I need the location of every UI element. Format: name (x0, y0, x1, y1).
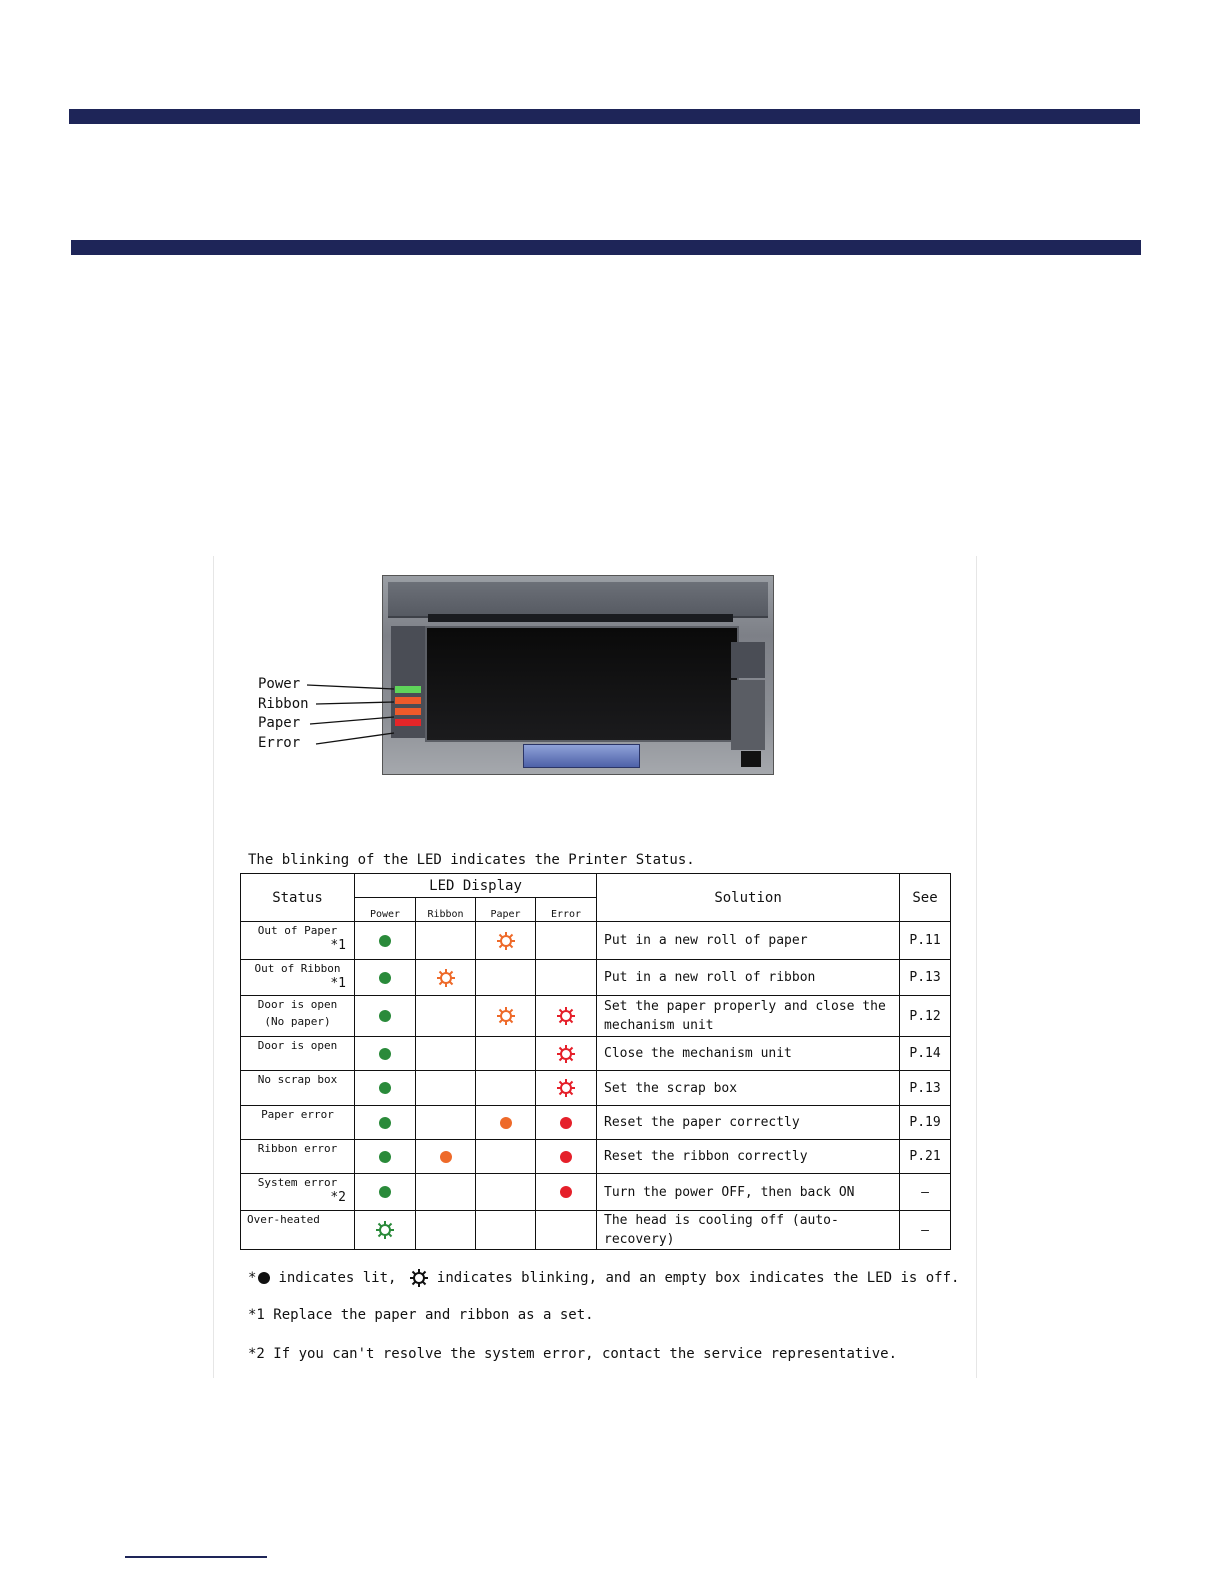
status-label: Door is open (257, 1039, 338, 1052)
status-note: *2 (330, 1190, 346, 1205)
paper-led-cell (476, 1037, 536, 1071)
status-label: Out of Paper (257, 924, 338, 937)
table-row (241, 1211, 951, 1250)
see-cell: P.13 (900, 1071, 951, 1106)
error-lit-indicator (560, 1117, 572, 1129)
see-cell: P.19 (900, 1106, 951, 1140)
ribbon-led-cell (416, 1211, 476, 1250)
section-bar (71, 240, 1141, 255)
status-cell (241, 922, 355, 960)
paper-led-cell (476, 960, 536, 996)
table-row (241, 1037, 951, 1071)
ribbon-led-cell (416, 1037, 476, 1071)
power-lit-indicator (379, 972, 391, 984)
table-body (241, 922, 951, 1250)
solution-cell: Put in a new roll of paper (597, 922, 900, 960)
solution-cell: Close the mechanism unit (597, 1037, 900, 1071)
status-cell (241, 1211, 355, 1250)
legend-rest: indicates blinking, and an empty box indicates the LED is off. (436, 1270, 960, 1286)
power-led-cell (355, 1174, 416, 1211)
paper-led-cell (476, 922, 536, 960)
status-cell (241, 1174, 355, 1211)
ribbon-led-cell (416, 1140, 476, 1174)
power-lit-indicator (379, 1151, 391, 1163)
ribbon-led-cell (416, 960, 476, 996)
header-ribbon: Ribbon (416, 898, 476, 922)
paper-blink-icon (496, 931, 516, 951)
error-blink-icon (556, 1078, 576, 1098)
header-solution: Solution (597, 874, 900, 922)
status-label: No scrap box (257, 1073, 338, 1086)
paper-led-cell (476, 1071, 536, 1106)
error-led-cell (536, 1174, 597, 1211)
ribbon-blink-icon (436, 968, 456, 988)
callout-paper: Paper (258, 715, 301, 731)
power-led-cell (355, 1211, 416, 1250)
see-cell: P.11 (900, 922, 951, 960)
error-led-cell (536, 1106, 597, 1140)
footer-rule (125, 1556, 267, 1558)
ribbon-lit-indicator (440, 1151, 452, 1163)
paper-led-cell (476, 1211, 536, 1250)
table-row (241, 960, 951, 996)
error-lit-indicator (560, 1151, 572, 1163)
table-caption: The blinking of the LED indicates the Printer Status. (248, 852, 695, 868)
see-cell: P.14 (900, 1037, 951, 1071)
paper-led-cell (476, 996, 536, 1037)
callout-power: Power (258, 676, 301, 692)
blink-icon (409, 1268, 429, 1288)
power-lit-indicator (379, 1186, 391, 1198)
ribbon-led-cell (416, 1106, 476, 1140)
power-lit-indicator (379, 1048, 391, 1060)
solution-cell: Set the scrap box (597, 1071, 900, 1106)
status-cell (241, 1037, 355, 1071)
note-1: *1 Replace the paper and ribbon as a set. (248, 1307, 594, 1323)
power-led-cell (355, 1140, 416, 1174)
ribbon-led-cell (416, 922, 476, 960)
status-label: System error (257, 1176, 338, 1189)
paper-led-cell (476, 1106, 536, 1140)
table-row (241, 1106, 951, 1140)
header-see: See (900, 874, 951, 922)
ribbon-led-cell (416, 996, 476, 1037)
callout-ribbon: Ribbon (258, 696, 309, 712)
callout-error: Error (258, 735, 301, 751)
led-status-table (240, 873, 951, 1250)
ribbon-led-cell (416, 1174, 476, 1211)
paper-led-cell (476, 1140, 536, 1174)
power-led-cell (355, 960, 416, 996)
power-lit-indicator (379, 935, 391, 947)
solution-cell: Put in a new roll of ribbon (597, 960, 900, 996)
error-blink-icon (556, 1006, 576, 1026)
solution-cell: Reset the ribbon correctly (597, 1140, 900, 1174)
table-row (241, 922, 951, 960)
paper-lit-indicator (500, 1117, 512, 1129)
header-error: Error (536, 898, 597, 922)
see-cell: — (900, 1211, 951, 1250)
see-cell: P.13 (900, 960, 951, 996)
see-cell: P.21 (900, 1140, 951, 1174)
status-label: Ribbon error (257, 1142, 338, 1155)
power-blink-icon (375, 1220, 395, 1240)
error-led-cell (536, 960, 597, 996)
error-lit-indicator (560, 1186, 572, 1198)
error-led (395, 719, 421, 726)
header-paper: Paper (476, 898, 536, 922)
status-cell (241, 1106, 355, 1140)
error-led-cell (536, 1211, 597, 1250)
table-row (241, 996, 951, 1037)
error-led-cell (536, 922, 597, 960)
status-label: Out of Ribbon (254, 962, 341, 975)
status-cell (241, 960, 355, 996)
lit-dot-icon (258, 1272, 270, 1284)
paper-blink-icon (496, 1006, 516, 1026)
table-row (241, 1140, 951, 1174)
status-label: Over-heated (247, 1213, 320, 1226)
error-led-cell (536, 996, 597, 1037)
status-cell (241, 996, 355, 1037)
error-led-cell (536, 1140, 597, 1174)
power-led (395, 686, 421, 693)
ribbon-led-cell (416, 1071, 476, 1106)
legend-prefix: * (248, 1270, 257, 1286)
solution-cell: Turn the power OFF, then back ON (597, 1174, 900, 1211)
legend-note (248, 1268, 959, 1288)
status-label: Door is open (No paper) (257, 998, 338, 1028)
status-note: *1 (330, 938, 346, 953)
solution-cell: The head is cooling off (auto-recovery) (597, 1211, 900, 1250)
power-led-cell (355, 1106, 416, 1140)
header-status: Status (241, 874, 355, 922)
power-led-cell (355, 1071, 416, 1106)
status-label: Paper error (261, 1108, 334, 1121)
power-led-cell (355, 1037, 416, 1071)
status-cell (241, 1140, 355, 1174)
power-led-cell (355, 922, 416, 960)
printer-photo (382, 575, 774, 775)
power-led-cell (355, 996, 416, 1037)
error-blink-icon (556, 1044, 576, 1064)
power-lit-indicator (379, 1082, 391, 1094)
error-led-cell (536, 1037, 597, 1071)
error-led-cell (536, 1071, 597, 1106)
solution-cell: Reset the paper correctly (597, 1106, 900, 1140)
power-lit-indicator (379, 1117, 391, 1129)
status-note: *1 (330, 976, 346, 991)
table-row (241, 1071, 951, 1106)
header-bar (69, 109, 1140, 124)
paper-led-cell (476, 1174, 536, 1211)
header-led-display: LED Display (355, 874, 597, 898)
legend-lit: indicates lit, (278, 1270, 397, 1286)
see-cell: — (900, 1174, 951, 1211)
note-2: *2 If you can't resolve the system error, contact the service representative. (248, 1346, 898, 1362)
ribbon-led (395, 697, 421, 704)
table-row (241, 1174, 951, 1211)
see-cell: P.12 (900, 996, 951, 1037)
solution-cell: Set the paper properly and close the mechanism unit (597, 996, 900, 1037)
paper-led (395, 708, 421, 715)
header-power: Power (355, 898, 416, 922)
status-cell (241, 1071, 355, 1106)
power-lit-indicator (379, 1010, 391, 1022)
